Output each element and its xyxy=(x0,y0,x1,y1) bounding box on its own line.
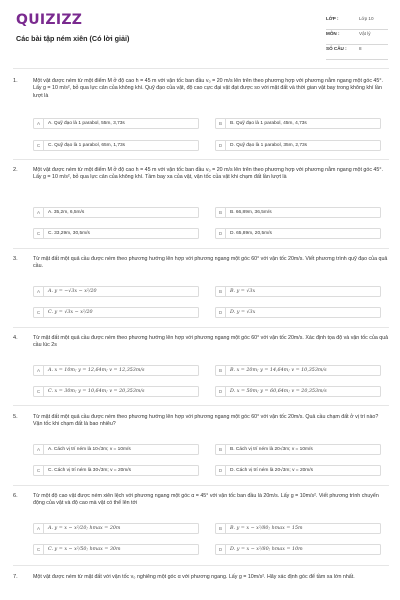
option-c[interactable] xyxy=(33,307,199,318)
option-letter: A xyxy=(34,208,44,217)
meta-row-class xyxy=(326,16,388,30)
divider xyxy=(13,405,389,406)
meta-label: LỚP : xyxy=(326,16,339,21)
question-text: Từ mặt đất một quả cầu được ném theo phương hướng lên hợp với phương ngang một góc 60° với vận tốc 20m/s. Quả cầu chạm đất ở vị trí nào? Vận tốc khi chạm đất là bao nhiêu? xyxy=(33,414,379,428)
option-b[interactable] xyxy=(215,523,381,534)
option-text: C. Quỹ đạo là 1 parabol, 65m, 1,73s xyxy=(48,143,126,148)
question-number: 7. xyxy=(13,574,18,580)
option-letter: C xyxy=(34,466,44,475)
option-letter: D xyxy=(216,545,226,554)
question-text: Từ một độ cao vật được ném xiên lệch với phương ngang một góc α = 45° với vận tốc ban đầu là 20m/s. Lấy g = 10m/s². Viết phương trình chuyển động của vật và độ cao mà vật có thể lên tới xyxy=(33,493,379,507)
divider xyxy=(13,248,389,249)
option-letter: A xyxy=(34,445,44,454)
question-text: Một vật được ném từ mặt đất với vận tốc v₀ nghiêng một góc α với phương ngang. Lấy g = 10m/s². Hãy xác định góc để tầm xa lớn nhất. xyxy=(33,574,355,580)
option-letter: B xyxy=(216,445,226,454)
meta-value: Vật lý xyxy=(359,31,371,36)
divider xyxy=(13,565,389,566)
option-text: B. 66,89m, 36,5m/s xyxy=(230,210,272,215)
option-letter: D xyxy=(216,229,226,238)
question-number: 3. xyxy=(13,256,18,262)
option-letter: C xyxy=(34,308,44,317)
option-d[interactable] xyxy=(215,386,381,397)
option-b[interactable] xyxy=(215,365,381,376)
question-number: 5. xyxy=(13,414,18,420)
option-text: A. 35,2m, 6,5m/s xyxy=(48,210,85,215)
option-a[interactable] xyxy=(33,523,199,534)
option-text: D. x = 50m; y = 60,64m; v = 20,353m/s xyxy=(230,389,327,394)
question-number: 6. xyxy=(13,493,18,499)
option-b[interactable] xyxy=(215,286,381,297)
option-text: A. Quỹ đạo là 1 parabol, 55m, 3,73s xyxy=(48,121,125,126)
option-c[interactable] xyxy=(33,544,199,555)
question-text: Một vật được ném từ một điểm M ở độ cao h = 45 m với vận tốc ban đầu v₀ = 20 m/s lên trên theo phương hợp với phương nằm ngang một góc 45°. Lấy g = 10 m/s², bỏ qua lực cản của không khí. Quỹ đạo của vật, độ cao cực đại vật đạt được so với mặt đất và thời gian vật bay trong không khí lần lượt là xyxy=(33,78,383,99)
option-letter: B xyxy=(216,287,226,296)
option-text: D. Quỹ đạo là 1 parabol, 35m, 2,73s xyxy=(230,143,308,148)
worksheet-meta xyxy=(326,16,388,61)
option-letter: D xyxy=(216,387,226,396)
option-text: D. y = √3x xyxy=(230,310,256,315)
option-letter: C xyxy=(34,545,44,554)
question-number: 4. xyxy=(13,335,18,341)
option-text: A. x = 10m; y = 12,64m; v = 12,353m/s xyxy=(48,368,145,373)
option-text: A. y = x − x²/20; hmax = 20m xyxy=(48,526,121,531)
option-text: C. y = x − x²/50; hmax = 30m xyxy=(48,547,121,552)
question-text: Từ mặt đất một quả cầu được ném theo phương hướng lên hợp với phương ngang một góc 60° với vận tốc 20m/s. Xác định tọa độ và vận tốc của quả cầu lúc 2s xyxy=(33,335,389,349)
option-text: B. x = 20m; y = 14,64m; v = 10,353m/s xyxy=(230,368,327,373)
option-letter: D xyxy=(216,141,226,150)
option-c[interactable] xyxy=(33,386,199,397)
option-letter: B xyxy=(216,208,226,217)
option-text: B. y = x − x²/80; hmax = 15m xyxy=(230,526,303,531)
option-letter: D xyxy=(216,308,226,317)
option-letter: A xyxy=(34,287,44,296)
option-d[interactable] xyxy=(215,140,381,151)
meta-row-count xyxy=(326,46,388,60)
option-letter: A xyxy=(34,366,44,375)
option-c[interactable] xyxy=(33,465,199,476)
option-d[interactable] xyxy=(215,228,381,239)
option-text: D. y = x − x²/80; hmax = 10m xyxy=(230,547,303,552)
question-text: Từ mặt đất một quả cầu được ném theo phương hướng lên hợp với phương ngang một góc 60° với vận tốc 20m/s. Viết phương trình quỹ đạo của quả cầu. xyxy=(33,256,388,270)
option-text: B. Cách vị trí ném là 20√3m; v = 10m/s xyxy=(230,447,313,452)
option-letter: C xyxy=(34,387,44,396)
option-text: B. y = √3x xyxy=(230,289,256,294)
meta-row-subject xyxy=(326,31,388,45)
option-text: C. Cách vị trí ném là 30√3m; v = 20m/s xyxy=(48,468,132,473)
worksheet-header xyxy=(0,0,400,60)
option-text: D. Cách vị trí ném là 20√3m; v = 20m/s xyxy=(230,468,314,473)
option-c[interactable] xyxy=(33,228,199,239)
option-text: C. y = √3x − x²/20 xyxy=(48,310,93,315)
question-text: Một vật được ném từ một điểm M ở độ cao h = 45 m với vận tốc ban đầu v₀ = 20 m/s lên trên theo phương hợp với phương nằm ngang một góc 45°. Lấy g = 10 m/s², bỏ qua lực cản của không khí. Tầm bay xa của vật, vận tốc của vật khi chạm đất lần lượt là xyxy=(33,167,383,181)
question-number: 1. xyxy=(13,78,18,84)
meta-value: Lớp 10 xyxy=(359,16,374,21)
option-b[interactable] xyxy=(215,207,381,218)
option-text: B. Quỹ đạo là 1 parabol, 45m, 4,73s xyxy=(230,121,307,126)
divider xyxy=(13,327,389,328)
option-letter: D xyxy=(216,466,226,475)
option-letter: B xyxy=(216,366,226,375)
option-text: A. y = −√3x − x²/20 xyxy=(48,289,97,294)
option-d[interactable] xyxy=(215,544,381,555)
option-text: D. 65,89m, 20,5m/s xyxy=(230,231,272,236)
option-letter: A xyxy=(34,119,44,128)
option-letter: B xyxy=(216,119,226,128)
option-text: C. 33,29m, 30,5m/s xyxy=(48,231,90,236)
option-text: C. x = 30m; y = 10,64m; v = 20,353m/s xyxy=(48,389,145,394)
divider xyxy=(13,159,389,160)
page-title: Các bài tập ném xiên (Có lời giải) xyxy=(16,34,130,43)
option-a[interactable] xyxy=(33,365,199,376)
option-b[interactable] xyxy=(215,118,381,129)
meta-value: 8 xyxy=(359,46,362,51)
option-letter: C xyxy=(34,229,44,238)
question-number: 2. xyxy=(13,167,18,173)
option-d[interactable] xyxy=(215,465,381,476)
option-text: A. Cách vị trí ném là 10√3m; v = 10m/s xyxy=(48,447,131,452)
meta-label: MÔN : xyxy=(326,31,340,36)
divider xyxy=(13,485,389,486)
option-letter: A xyxy=(34,524,44,533)
option-b[interactable] xyxy=(215,444,381,455)
option-a[interactable] xyxy=(33,207,199,218)
option-a[interactable] xyxy=(33,286,199,297)
option-c[interactable] xyxy=(33,140,199,151)
option-d[interactable] xyxy=(215,307,381,318)
option-letter: C xyxy=(34,141,44,150)
option-a[interactable] xyxy=(33,118,199,129)
divider xyxy=(13,68,389,69)
meta-label: SỐ CÂU : xyxy=(326,46,347,51)
quizizz-logo: QUIZIZZ xyxy=(16,12,83,28)
option-letter: B xyxy=(216,524,226,533)
option-a[interactable] xyxy=(33,444,199,455)
